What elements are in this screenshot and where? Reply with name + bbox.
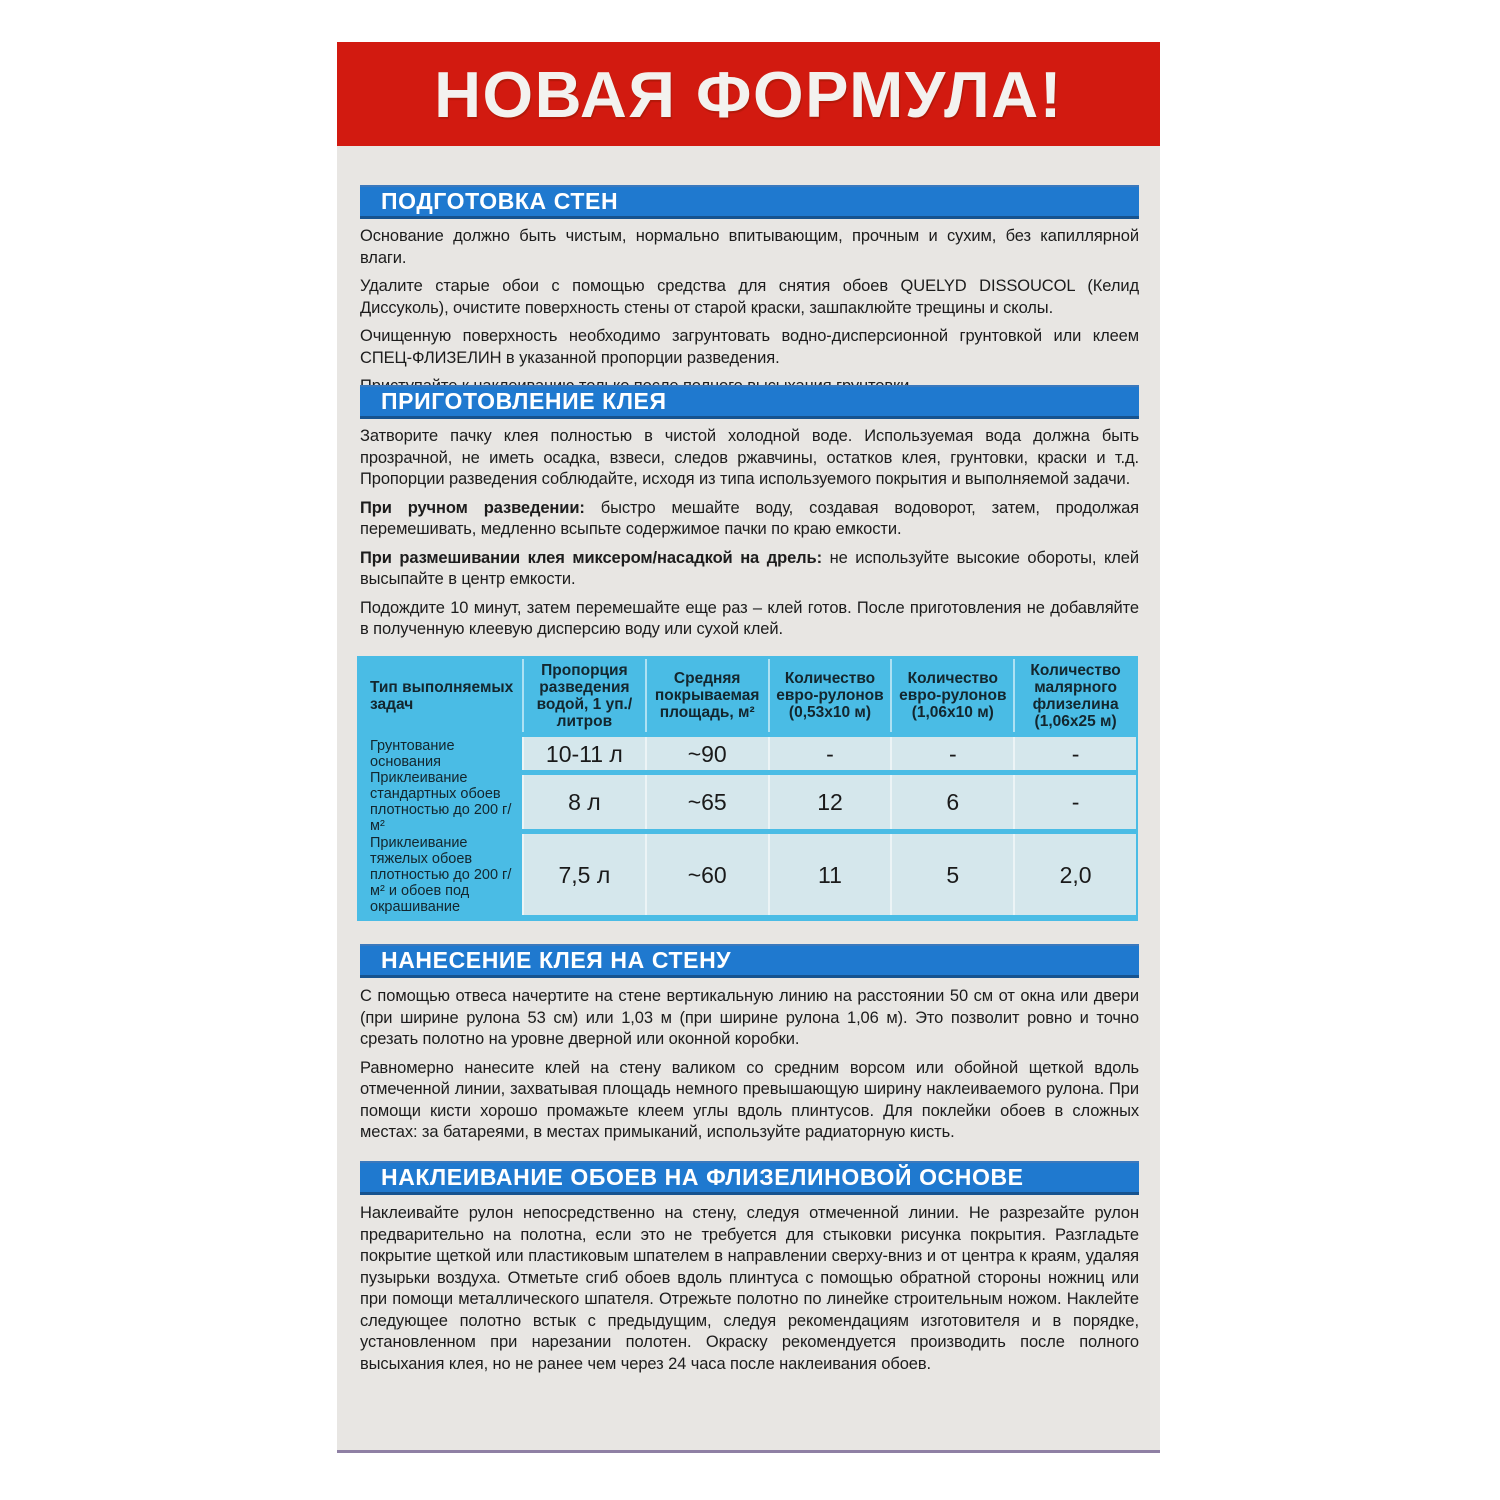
paragraph-lead: При ручном разведении: bbox=[360, 498, 601, 517]
table-cell: 2,0 bbox=[1013, 834, 1136, 915]
new-formula-banner: НОВАЯ ФОРМУЛА! bbox=[337, 42, 1160, 146]
table-cell: ~65 bbox=[645, 775, 768, 829]
section-body-wall-prep bbox=[360, 226, 1139, 405]
table-cell: 5 bbox=[890, 834, 1013, 915]
table-header-cell: Тип выполняемых задач bbox=[359, 659, 522, 732]
paragraph: Удалите старые обои с помощью средства для снятия обоев QUELYD DISSOUCOL (Келид Диссуколь), очистите поверхность стены от старой краски, зашпаклюйте трещины и сколы. bbox=[360, 277, 1139, 317]
table-row-label: Приклеивание тяжелых обоев плотностью до 200 г/м² и обоев под окрашивание bbox=[359, 834, 522, 915]
table-cell: - bbox=[768, 737, 891, 770]
table-cell: 7,5 л bbox=[522, 834, 645, 915]
paragraph: С помощью отвеса начертите на стене вертикальную линию на расстоянии 50 см от окна или двери (при ширине рулона 53 см) или 1,03 м (при ширине рулона 1,06 м). Это позволит ровно и точно срезать полотно на уровне дверной или оконной коробки. bbox=[360, 987, 1139, 1048]
table-cell: ~90 bbox=[645, 737, 768, 770]
paragraph: При размешивании клея миксером/насадкой на дрель: не используйте высокие обороты, клей высыпайте в центр емкости. bbox=[360, 548, 1139, 588]
paragraph: Наклеивайте рулон непосредственно на стену, следуя отмеченной линии. Не разрезайте рулон предварительно на полотна, если это не требуется для стыковки рисунка покрытия. Разгладьте покрытие щеткой или пластиковым шпателем в направлении сверху-вниз и от центра к краям, удаляя пузырьки воздуха. Отметьте сгиб обоев вдоль плинтуса с помощью обратной стороны ножниц или при помощи металлического шпателя. Отрежьте полотно по линейке строительным ножом. Наклейте следующее полотно встык с предыдущим, следуя рекомендациям изготовителя и в порядке, установленном при нарезании полотен. Окраску рекомендуется производить после полного высыхания клея, но не ранее чем через 24 часа после наклеивания обоев. bbox=[360, 1204, 1139, 1373]
table-row-label: Приклеивание стандартных обоев плотностью до 200 г/м² bbox=[359, 775, 522, 829]
paragraph: Подождите 10 минут, затем перемешайте еще раз – клей готов. После приготовления не добавляйте в полученную клеевую дисперсию воду или сухой клей. bbox=[360, 598, 1139, 638]
table-header-cell: Количество евро-рулонов (0,53х10 м) bbox=[768, 659, 891, 732]
section-body-hang-wallpaper bbox=[360, 1203, 1139, 1382]
paragraph: Затворите пачку клея полностью в чистой холодной воде. Используемая вода должна быть прозрачной, не иметь осадка, взвеси, следов ржавчины, остатков клея, грунтовки, краски и т.д. Пропорции разведения соблюдайте, исходя из типа используемого покрытия и выполняемой задачи. bbox=[360, 427, 1139, 488]
table-cell: 6 bbox=[890, 775, 1013, 829]
table-cell: 8 л bbox=[522, 775, 645, 829]
table-cell: - bbox=[890, 737, 1013, 770]
section-body-glue-prep bbox=[360, 426, 1139, 648]
paragraph: Основание должно быть чистым, нормально впитывающим, прочным и сухим, без капиллярной влаги. bbox=[360, 227, 1139, 267]
paragraph-lead: При размешивании клея миксером/насадкой на дрель: bbox=[360, 548, 830, 567]
table-header-cell: Количество малярного флизелина (1,06х25 м) bbox=[1013, 659, 1136, 732]
table-header-cell: Средняя покрываемая площадь, м² bbox=[645, 659, 768, 732]
section-header-wall-prep: ПОДГОТОВКА СТЕН bbox=[360, 185, 1139, 219]
table-cell: - bbox=[1013, 737, 1136, 770]
paragraph: Равномерно нанесите клей на стену валиком со средним ворсом или обойной щеткой вдоль отмеченной линии, захватывая площадь немного превышающую ширину наклеиваемого рулона. При помощи кисти хорошо промажьте клеем углы вдоль плинтусов. Для поклейки обоев в сложных местах: за батареями, в местах примыканий, используйте радиаторную кисть. bbox=[360, 1058, 1139, 1141]
table-header-cell: Количество евро-рулонов (1,06х10 м) bbox=[890, 659, 1013, 732]
section-body-apply-glue bbox=[360, 986, 1139, 1151]
package-back-panel bbox=[337, 0, 1160, 1453]
table-cell: 10-11 л bbox=[522, 737, 645, 770]
table-header-cell: Пропорция разведения водой, 1 уп./литров bbox=[522, 659, 645, 732]
section-header-apply-glue: НАНЕСЕНИЕ КЛЕЯ НА СТЕНУ bbox=[360, 944, 1139, 978]
table-cell: ~60 bbox=[645, 834, 768, 915]
section-header-hang-wallpaper: НАКЛЕИВАНИЕ ОБОЕВ НА ФЛИЗЕЛИНОВОЙ ОСНОВЕ bbox=[360, 1161, 1139, 1195]
instructions-panel bbox=[337, 146, 1160, 1450]
section-header-glue-prep: ПРИГОТОВЛЕНИЕ КЛЕЯ bbox=[360, 385, 1139, 419]
table-cell: - bbox=[1013, 775, 1136, 829]
table-cell: 11 bbox=[768, 834, 891, 915]
paragraph: При ручном разведении: быстро мешайте воду, создавая водоворот, затем, продолжая перемешивать, медленно всыпьте содержимое пачки по краю емкости. bbox=[360, 498, 1140, 538]
paragraph: Очищенную поверхность необходимо загрунтовать водно-дисперсионной грунтовкой или клеем СПЕЦ-ФЛИЗЕЛИН в указанной пропорции разведения. bbox=[360, 327, 1139, 367]
glue-dilution-table bbox=[357, 656, 1138, 921]
table-row-label: Грунтование основания bbox=[359, 737, 522, 770]
table-cell: 12 bbox=[768, 775, 891, 829]
